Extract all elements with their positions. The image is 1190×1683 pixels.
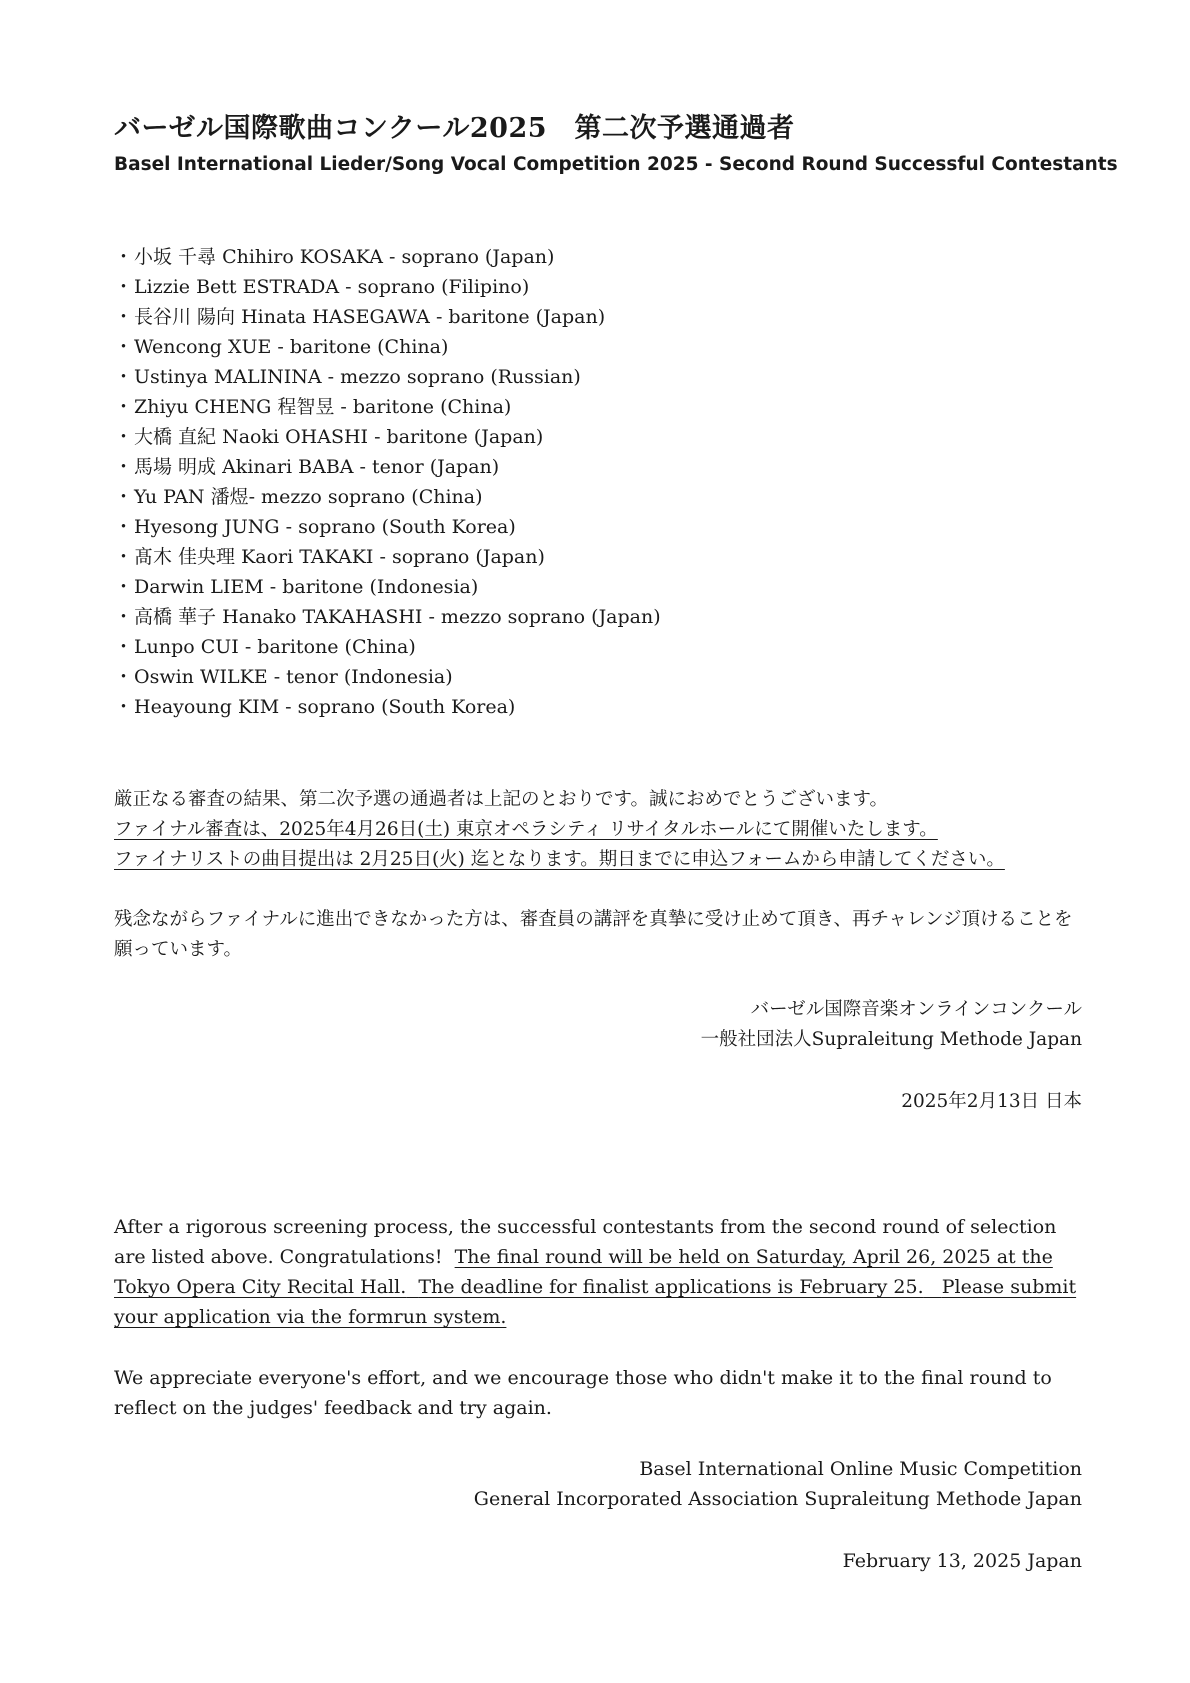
jp-signature <box>701 995 1082 1055</box>
list-item <box>114 572 661 602</box>
en-encouragement: We appreciate everyone's effort, and we encourage those who didn't make it to the final round to reflect on the judges' feedback and try again. <box>114 1367 1052 1419</box>
jp-announcement <box>114 785 1094 875</box>
contestant-name: 大橋 直紀 Naoki OHASHI - baritone (Japan) <box>134 426 544 448</box>
contestant-name: Lizzie Bett ESTRADA - soprano (Filipino) <box>134 276 530 298</box>
bullet: ・ <box>114 606 134 628</box>
contestant-name: 小坂 千尋 Chihiro KOSAKA - soprano (Japan) <box>134 246 555 268</box>
list-item <box>114 692 661 722</box>
bullet: ・ <box>114 246 134 268</box>
list-item <box>114 422 661 452</box>
contestant-name: Heayoung KIM - soprano (South Korea) <box>134 696 516 718</box>
list-item <box>114 332 661 362</box>
jp-deadline-info: ファイナリストの曲目提出は 2月25日(火) 迄となります。期日までに申込フォームから申請してください。 <box>114 849 1005 870</box>
jp-date: 2025年2月13日 日本 <box>901 1091 1082 1112</box>
bullet: ・ <box>114 696 134 718</box>
list-item <box>114 662 661 692</box>
en-signature <box>474 1454 1082 1514</box>
bullet: ・ <box>114 636 134 658</box>
contestant-name: Yu PAN 潘煜- mezzo soprano (China) <box>134 486 483 508</box>
en-date: February 13, 2025 Japan <box>842 1550 1082 1572</box>
en-submit-info: Please submit your application via the formrun system. <box>114 1276 1077 1328</box>
list-item <box>114 242 661 272</box>
contestant-name: Lunpo CUI - baritone (China) <box>134 636 416 658</box>
bullet: ・ <box>114 306 134 328</box>
list-item <box>114 542 661 572</box>
bullet: ・ <box>114 486 134 508</box>
bullet: ・ <box>114 666 134 688</box>
list-item <box>114 482 661 512</box>
list-item <box>114 602 661 632</box>
bullet: ・ <box>114 396 134 418</box>
bullet: ・ <box>114 576 134 598</box>
jp-result-text: 厳正なる審査の結果、第二次予選の通過者は上記のとおりです。誠におめでとうございます。 <box>114 789 889 810</box>
jp-org-name: バーゼル国際音楽オンラインコンクール <box>750 999 1082 1020</box>
contestant-name: 長谷川 陽向 Hinata HASEGAWA - baritone (Japan) <box>134 306 606 328</box>
bullet: ・ <box>114 336 134 358</box>
bullet: ・ <box>114 276 134 298</box>
en-deadline-info: The deadline for finalist applications is February 25. <box>418 1276 924 1298</box>
bullet: ・ <box>114 426 134 448</box>
list-item <box>114 272 661 302</box>
page-title-en: Basel International Lieder/Song Vocal Competition 2025 - Second Round Successful Contestants <box>114 154 1118 175</box>
bullet: ・ <box>114 516 134 538</box>
contestant-name: Oswin WILKE - tenor (Indonesia) <box>134 666 453 688</box>
contestant-name: Hyesong JUNG - soprano (South Korea) <box>134 516 516 538</box>
bullet: ・ <box>114 546 134 568</box>
contestant-name: 高橋 華子 Hanako TAKAHASHI - mezzo soprano (Japan) <box>134 606 661 628</box>
contestant-name: Zhiyu CHENG 程智昱 - baritone (China) <box>134 396 512 418</box>
jp-encouragement: 残念ながらファイナルに進出できなかった方は、審査員の講評を真摯に受け止めて頂き、再チャレンジ頂けることを願っています。 <box>114 909 1073 960</box>
list-item <box>114 362 661 392</box>
contestant-name: 髙木 佳央理 Kaori TAKAKI - soprano (Japan) <box>134 546 545 568</box>
list-item <box>114 512 661 542</box>
page-title-ja: バーゼル国際歌曲コンクール2025 第二次予選通過者 <box>114 113 795 144</box>
contestant-name: Darwin LIEM - baritone (Indonesia) <box>134 576 479 598</box>
contestant-name: 馬場 明成 Akinari BABA - tenor (Japan) <box>134 456 500 478</box>
list-item <box>114 392 661 422</box>
list-item <box>114 452 661 482</box>
bullet: ・ <box>114 366 134 388</box>
jp-final-info: ファイナル審査は、2025年4月26日(土) 東京オペラシティ リサイタルホールにて開催いたします。 <box>114 819 938 840</box>
en-final-info: The final round will be held on Saturday, April 26, 2025 at the Tokyo Opera City Recital Hall. <box>114 1246 1053 1298</box>
contestant-name: Wencong XUE - baritone (China) <box>134 336 449 358</box>
en-intro-text: After a rigorous screening process, the successful contestants from the second round of selection are listed above. Congratulations! <box>114 1216 1057 1268</box>
en-org-name: Basel International Online Music Competition <box>639 1458 1082 1480</box>
list-item <box>114 302 661 332</box>
en-announcement <box>114 1212 1094 1332</box>
bullet: ・ <box>114 456 134 478</box>
contestant-list <box>114 242 661 722</box>
list-item <box>114 632 661 662</box>
jp-association-name: 一般社団法人Supraleitung Methode Japan <box>700 1029 1082 1050</box>
en-association-name: General Incorporated Association Supraleitung Methode Japan <box>473 1488 1082 1510</box>
contestant-name: Ustinya MALININA - mezzo soprano (Russian) <box>134 366 581 388</box>
